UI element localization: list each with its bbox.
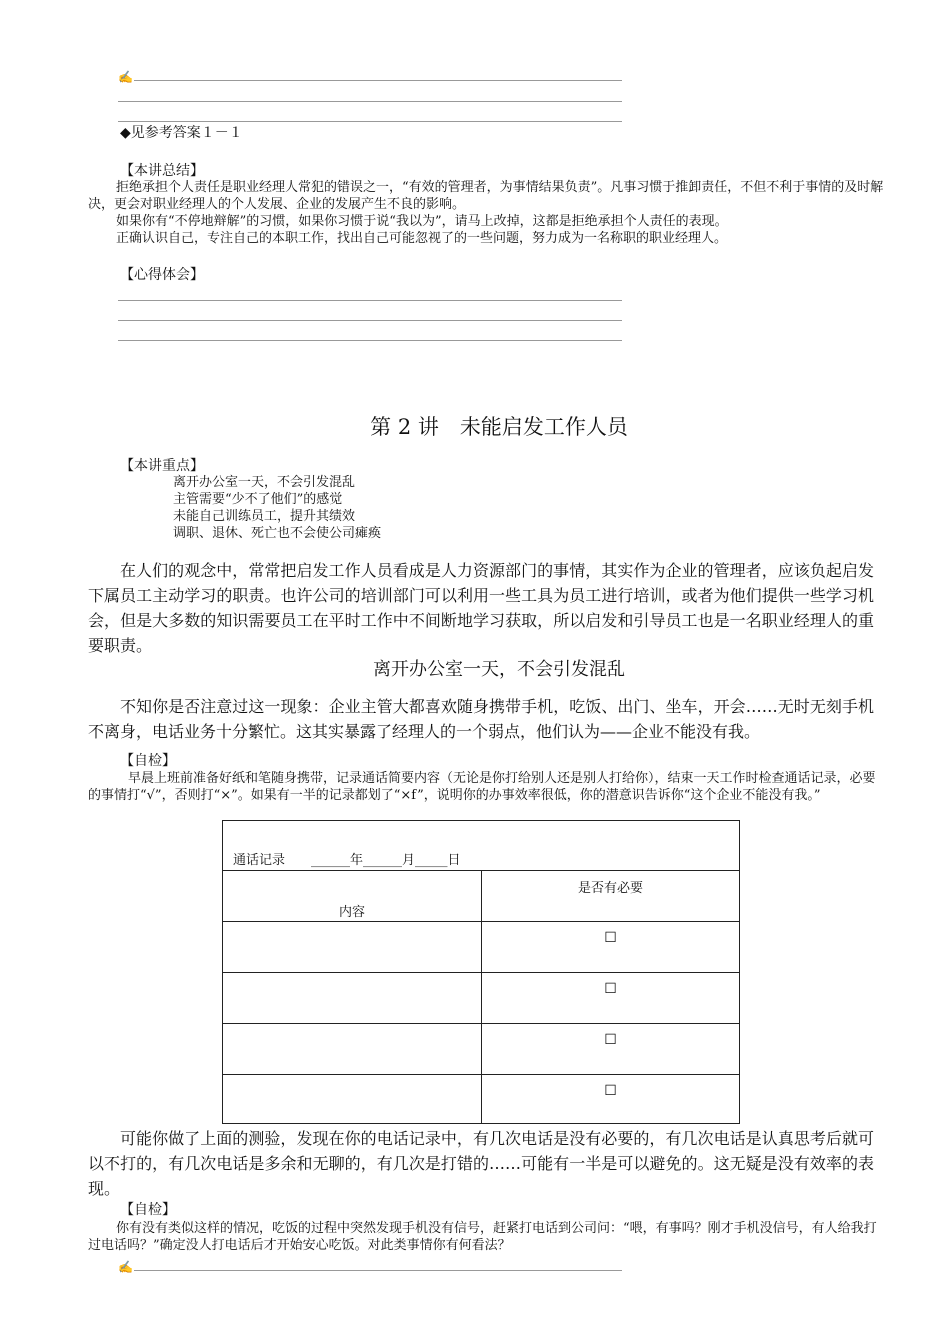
check-cell [482,922,740,973]
check-cell [482,1024,740,1075]
lecture-title: 第 2 讲 未能启发工作人员 [370,415,628,439]
writing-line[interactable] [134,80,622,81]
checkbox-icon[interactable]: ☐ [604,1083,617,1099]
writing-line[interactable] [118,121,622,122]
pen-icon: ✍ [118,70,133,84]
key-point: 主管需要“少不了他们”的感觉 [173,492,343,507]
writing-line[interactable] [134,1270,622,1271]
reflection-heading: 【心得体会】 [120,267,204,283]
content-column-header [223,871,482,922]
table-header: 通话记录 ______年______月_____日 [233,853,461,868]
checkbox-icon[interactable]: ☐ [604,1032,617,1048]
content-cell[interactable] [223,973,482,1024]
writing-line[interactable] [118,300,622,301]
writing-line[interactable] [118,320,622,321]
self-check-heading: 【自检】 [120,1202,176,1218]
key-point: 离开办公室一天，不会引发混乱 [173,475,356,490]
writing-line[interactable] [118,340,622,341]
table-row [223,973,740,1024]
writing-line[interactable] [118,101,622,102]
content-cell[interactable] [223,922,482,973]
section-title: 离开办公室一天，不会引发混乱 [373,659,625,680]
section-paragraph: 不知你是否注意过这一现象：企业主管大都喜欢随身携带手机，吃饭、出门、坐车，开会……无时无刻手机不离身，电话业务十分繁忙。这其实暴露了经理人的一个弱点，他们认为——企业不能没有我。 [88,697,874,741]
table-row [223,1075,740,1124]
summary-paragraph: 拒绝承担个人责任是职业经理人常犯的错误之一，“有效的管理者，为事情结果负责”。凡事习惯于推卸责任，不但不利于事情的及时解决，更会对职业经理人的个人发展、企业的发展产生不良的影响。 [88,180,884,212]
self-check-text: 早晨上班前准备好纸和笔随身携带，记录通话简要内容（无论是你打给别人还是别人打给你），结束一天工作时检查通话记录，必要的事情打“√”，否则打“×”。如果有一半的记录都划了“×f”，说明你的办事效率很低，你的潜意识告诉你“这个企业不能没有我。” [88,771,876,803]
content-cell[interactable] [223,1024,482,1075]
necessary-column-header [482,871,740,922]
summary-heading: 【本讲总结】 [120,163,204,179]
summary-paragraph: 正确认识自己，专注自己的本职工作，找出自己可能忽视了的一些问题，努力成为一名称职的职业经理人。 [116,231,728,246]
key-point: 调职、退休、死亡也不会使公司瘫痪 [173,526,382,541]
check-cell [482,973,740,1024]
necessary-column-label: 是否有必要 [577,881,643,896]
table-row [223,1024,740,1075]
intro-paragraph: 在人们的观念中，常常把启发工作人员看成是人力资源部门的事情，其实作为企业的管理者，应该负起启发下属员工主动学习的职责。也许公司的培训部门可以利用一些工具为员工进行培训，或者为他们提供一些学习机会，但是大多数的知识需要员工在平时工作中不间断地学习获取，所以启发和引导员工也是一名职业经理人的重要职责。 [88,561,874,655]
after-table-paragraph: 可能你做了上面的测验，发现在你的电话记录中，有几次电话是没有必要的，有几次电话是认真思考后就可以不打的，有几次电话是多余和无聊的，有几次是打错的……可能有一半是可以避免的。这无疑是没有效率的表现。 [88,1129,874,1198]
key-points-heading: 【本讲重点】 [120,458,204,474]
checkbox-icon[interactable]: ☐ [604,930,617,946]
check-cell [482,1075,740,1124]
self-check-heading: 【自检】 [120,753,176,769]
self-check-text: 你有没有类似这样的情况，吃饭的过程中突然发现手机没有信号，赶紧打电话到公司问：“喂，有事吗？刚才手机没信号，有人给我打过电话吗？”确定没人打电话后才开始安心吃饭。对此类事情你有何看法？ [88,1221,877,1253]
content-cell[interactable] [223,1075,482,1124]
table-row [223,922,740,973]
pen-icon: ✍ [118,1260,133,1274]
key-point: 未能自己训练员工，提升其绩效 [173,509,356,524]
answer-reference: ◆见参考答案１－１ [120,125,243,141]
table-header-cell [223,821,740,871]
call-record-table [222,820,740,1124]
content-column-label: 内容 [338,905,365,920]
summary-paragraph: 如果你有“不停地辩解”的习惯，如果你习惯于说“我以为”，请马上改掉，这都是拒绝承担个人责任的表现。 [116,214,728,229]
checkbox-icon[interactable]: ☐ [604,981,617,997]
